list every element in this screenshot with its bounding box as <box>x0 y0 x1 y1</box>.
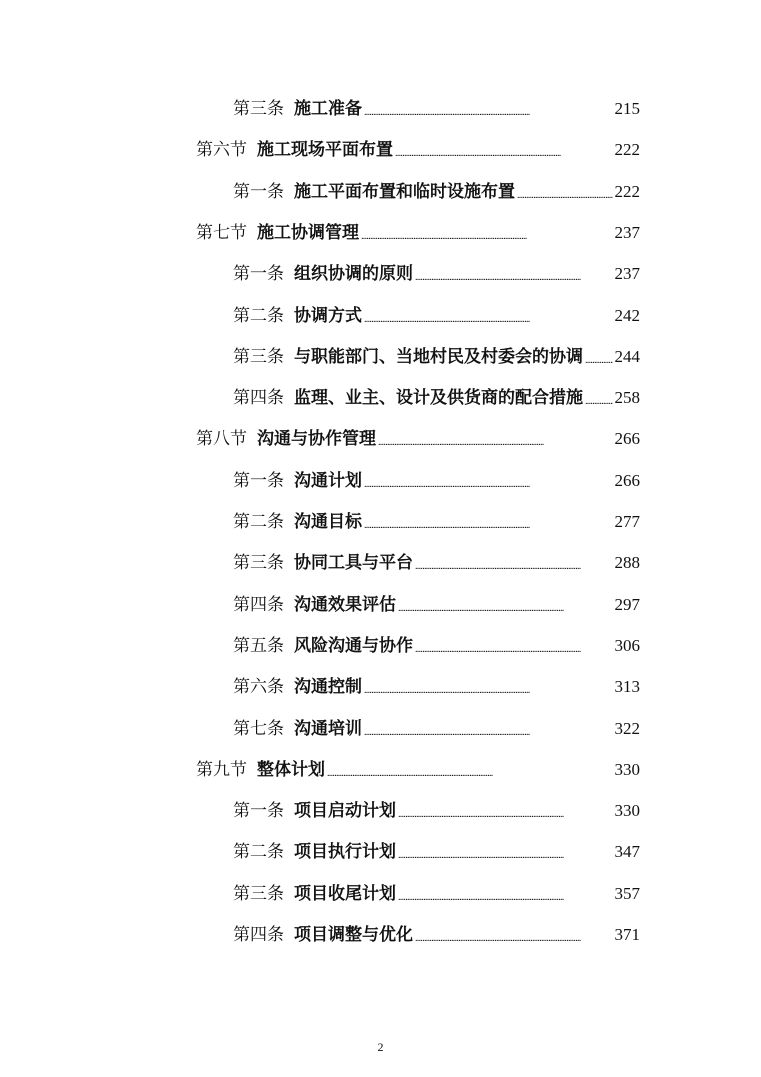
dot-leader <box>364 717 613 741</box>
toc-entry-page: 237 <box>614 264 640 283</box>
toc-entry[interactable] <box>233 510 640 534</box>
toc-entry-title: 整体计划 <box>257 760 325 780</box>
toc-entry-page: 222 <box>614 182 640 201</box>
toc-entry-number: 第四条 <box>233 388 284 408</box>
toc-entry-title: 施工平面布置和临时设施布置 <box>294 182 515 202</box>
toc-entry-title: 项目调整与优化 <box>294 925 413 945</box>
toc-entry-title: 协调方式 <box>294 306 362 326</box>
toc-entry-page: 266 <box>614 471 640 490</box>
dot-leader <box>361 221 613 245</box>
toc-entry-title: 沟通目标 <box>294 512 362 532</box>
toc-entry-title: 沟通效果评估 <box>294 595 396 615</box>
dot-leader <box>415 551 613 575</box>
toc-entry-number: 第一条 <box>233 182 284 202</box>
toc-entry[interactable] <box>233 717 640 741</box>
dot-leader <box>327 758 613 782</box>
toc-entry-page: 371 <box>614 925 640 944</box>
toc-entry[interactable] <box>233 180 640 204</box>
toc-entry-page: 347 <box>614 842 640 861</box>
toc-entry[interactable] <box>233 799 640 823</box>
toc-entry-page: 330 <box>614 760 640 779</box>
dot-leader <box>415 262 613 286</box>
toc-entry[interactable] <box>233 304 640 328</box>
toc-entry-number: 第六条 <box>233 677 284 697</box>
toc-entry[interactable] <box>233 840 640 864</box>
toc-entry-number: 第八节 <box>196 429 247 449</box>
toc-entry[interactable] <box>196 427 640 451</box>
dot-leader <box>398 882 613 906</box>
dot-leader <box>395 138 613 162</box>
toc-entry-title: 项目执行计划 <box>294 842 396 862</box>
toc-entry-title: 施工协调管理 <box>257 223 359 243</box>
toc-entry[interactable] <box>233 469 640 493</box>
toc-entry-page: 306 <box>614 636 640 655</box>
toc-entry[interactable] <box>233 923 640 947</box>
dot-leader <box>364 510 613 534</box>
toc-entry-title: 与职能部门、当地村民及村委会的协调 <box>294 347 583 367</box>
dot-leader <box>585 345 613 369</box>
dot-leader <box>364 304 613 328</box>
toc-entry-page: 242 <box>614 306 640 325</box>
toc-entry-page: 237 <box>614 223 640 242</box>
toc-entry-title: 沟通计划 <box>294 471 362 491</box>
toc-entry[interactable] <box>233 593 640 617</box>
toc-entry[interactable] <box>196 758 640 782</box>
toc-entry-number: 第二条 <box>233 842 284 862</box>
toc-entry-title: 组织协调的原则 <box>294 264 413 284</box>
toc-entry[interactable] <box>233 97 640 121</box>
toc-entry-title: 施工现场平面布置 <box>257 140 393 160</box>
toc-entry-page: 288 <box>614 553 640 572</box>
toc-entry-title: 沟通与协作管理 <box>257 429 376 449</box>
toc-entry-title: 项目启动计划 <box>294 801 396 821</box>
toc-entry-page: 258 <box>614 388 640 407</box>
toc-entry[interactable] <box>233 386 640 410</box>
toc-entry-page: 322 <box>614 719 640 738</box>
toc-entry-number: 第一条 <box>233 264 284 284</box>
toc-entry-title: 监理、业主、设计及供货商的配合措施 <box>294 388 583 408</box>
toc-entry-number: 第二条 <box>233 306 284 326</box>
toc-entry-number: 第一条 <box>233 801 284 821</box>
dot-leader <box>585 386 613 410</box>
dot-leader <box>415 634 613 658</box>
toc-entry[interactable] <box>233 345 640 369</box>
dot-leader <box>415 923 613 947</box>
toc-entry-number: 第六节 <box>196 140 247 160</box>
dot-leader <box>398 840 613 864</box>
toc-entry-title: 施工准备 <box>294 99 362 119</box>
dot-leader <box>398 593 613 617</box>
toc-entry-number: 第三条 <box>233 553 284 573</box>
toc-entry[interactable] <box>196 138 640 162</box>
toc-entry-title: 沟通培训 <box>294 719 362 739</box>
toc-entry-page: 222 <box>614 140 640 159</box>
toc-entry-page: 244 <box>614 347 640 366</box>
toc-entry-page: 297 <box>614 595 640 614</box>
toc-entry[interactable] <box>233 262 640 286</box>
toc-entry-number: 第七节 <box>196 223 247 243</box>
dot-leader <box>364 97 613 121</box>
toc-entry-number: 第三条 <box>233 99 284 119</box>
toc-entry[interactable] <box>233 675 640 699</box>
dot-leader <box>398 799 613 823</box>
toc-entry-page: 266 <box>614 429 640 448</box>
toc-entry-page: 277 <box>614 512 640 531</box>
toc-entry-title: 协同工具与平台 <box>294 553 413 573</box>
toc-entry[interactable] <box>233 882 640 906</box>
dot-leader <box>378 427 613 451</box>
dot-leader <box>517 180 613 204</box>
toc-entry-page: 215 <box>614 99 640 118</box>
dot-leader <box>364 469 613 493</box>
toc-entry-title: 沟通控制 <box>294 677 362 697</box>
toc-entry-page: 330 <box>614 801 640 820</box>
toc-entry-number: 第三条 <box>233 884 284 904</box>
dot-leader <box>364 675 613 699</box>
toc-entry[interactable] <box>196 221 640 245</box>
toc-entry-page: 313 <box>614 677 640 696</box>
toc-entry-number: 第一条 <box>233 471 284 491</box>
toc-entry-number: 第七条 <box>233 719 284 739</box>
page-number: 2 <box>377 1040 384 1054</box>
toc-entry-number: 第四条 <box>233 595 284 615</box>
toc-entry[interactable] <box>233 634 640 658</box>
toc-entry-number: 第九节 <box>196 760 247 780</box>
toc-entry-number: 第五条 <box>233 636 284 656</box>
toc-entry-page: 357 <box>614 884 640 903</box>
toc-entry-number: 第三条 <box>233 347 284 367</box>
toc-entry-number: 第四条 <box>233 925 284 945</box>
toc-entry-title: 项目收尾计划 <box>294 884 396 904</box>
toc-entry-number: 第二条 <box>233 512 284 532</box>
toc-entry-title: 风险沟通与协作 <box>294 636 413 656</box>
toc-entry[interactable] <box>233 551 640 575</box>
